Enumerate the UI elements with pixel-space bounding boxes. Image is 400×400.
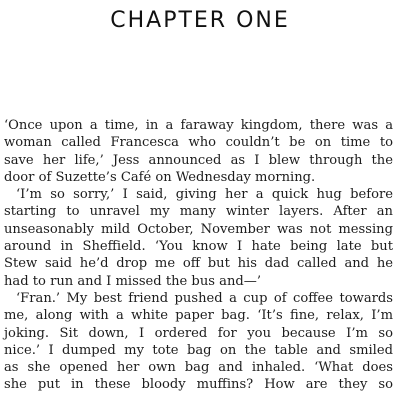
chapter-title: CHAPTER ONE [110, 8, 290, 33]
text-line: unseasonably mild October, November was not messing [4, 221, 393, 237]
text-line: Stew said he’d drop me off but his dad called and he [4, 256, 393, 272]
text-line: as she opened her own bag and inhaled. ‘What does [4, 360, 393, 376]
text-line: save her life,’ Jess announced as I blew through the [4, 152, 393, 168]
paragraph-3 [4, 290, 393, 394]
text-line: starting to unravel my many winter layers. After an [4, 204, 393, 220]
text-line: me, along with a white paper bag. ‘It’s fine, relax, I’m [4, 308, 393, 324]
text-line: ‘I’m so sorry,’ I said, giving her a quick hug before [16, 187, 393, 203]
text-line: had to run and I missed the bus and—’ [4, 273, 262, 289]
chapter-body [4, 117, 393, 394]
text-line: she put in these bloody muffins? How are they so [4, 377, 393, 393]
text-line: joking. Sit down, I ordered for you because I’m so [4, 325, 393, 341]
text-line: ‘Fran.’ My best friend pushed a cup of coffee towards [16, 290, 393, 306]
text-line: ‘Once upon a time, in a faraway kingdom, there was a [4, 118, 393, 133]
text-line: woman called Francesca who couldn’t be on time to [4, 135, 393, 151]
text-line: door of Suzette’s Café on Wednesday morning. [4, 169, 316, 185]
paragraph-2 [4, 186, 393, 290]
paragraph-1 [4, 117, 393, 186]
text-line: around in Sheffield. ‘You know I hate being late but [4, 239, 393, 255]
text-line: nice.’ I dumped my tote bag on the table and smiled [4, 342, 393, 358]
